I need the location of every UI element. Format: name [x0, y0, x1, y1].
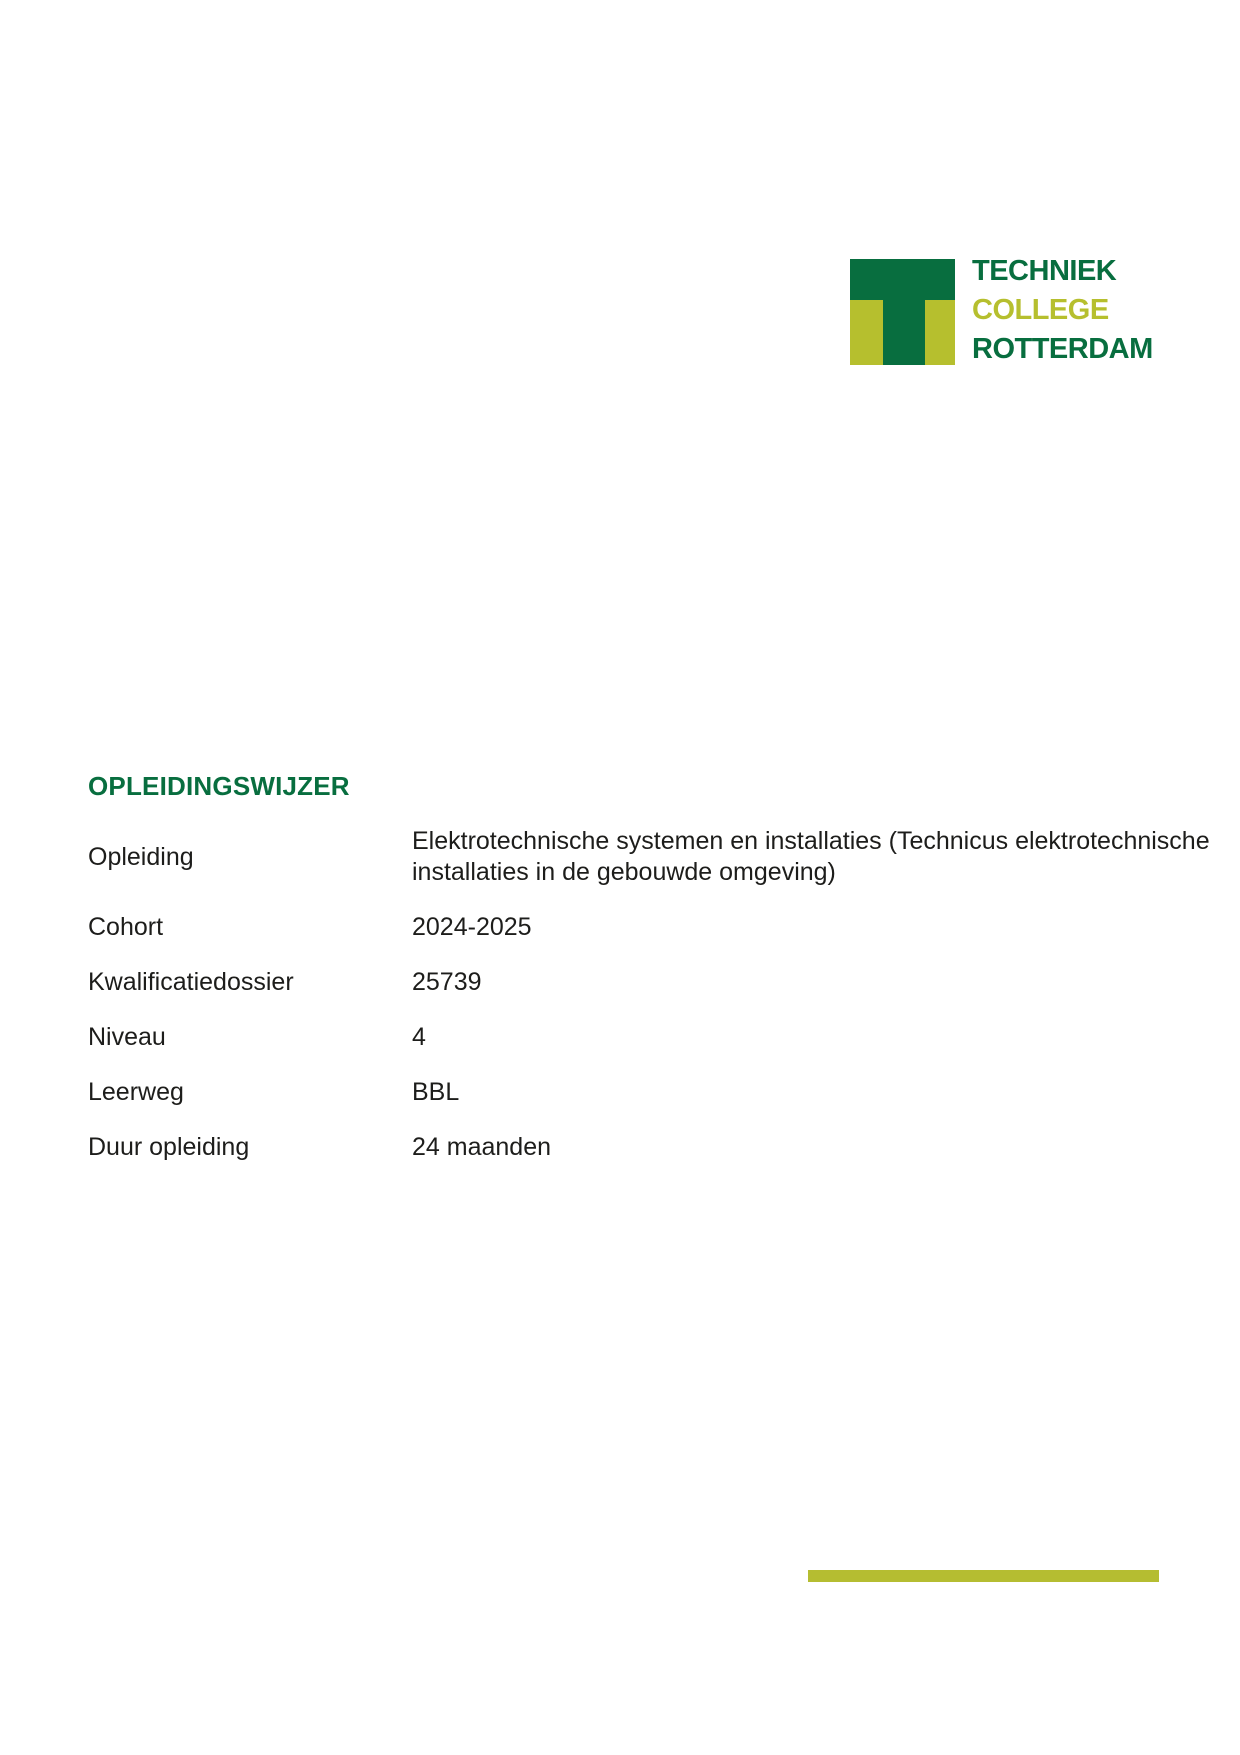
- logo-word-techniek: TECHNIEK: [972, 255, 1117, 287]
- logo-t-stem: [883, 300, 925, 365]
- detail-row-opleiding: [88, 826, 1238, 888]
- footer-accent-bar: [808, 1570, 1159, 1582]
- detail-label: Duur opleiding: [88, 1133, 250, 1161]
- detail-row-duur-opleiding: [88, 1132, 1238, 1163]
- detail-row-cohort: [88, 912, 1238, 943]
- detail-label: Leerweg: [88, 1078, 184, 1106]
- detail-row-kwalificatiedossier: [88, 967, 1238, 998]
- detail-row-leerweg: [88, 1077, 1238, 1108]
- page-title: OPLEIDINGSWIJZER: [88, 771, 350, 801]
- detail-label: Niveau: [88, 1023, 166, 1051]
- detail-row-niveau: [88, 1022, 1238, 1053]
- detail-value: 25739: [412, 968, 482, 996]
- logo-t-shoulder-right: [925, 300, 955, 365]
- logo-word-rotterdam: ROTTERDAM: [972, 333, 1153, 365]
- detail-value: 4: [412, 1023, 426, 1051]
- logo-t-mark-icon: [850, 259, 955, 365]
- detail-value: 2024-2025: [412, 913, 532, 941]
- logo-t-shoulder-left: [850, 300, 883, 365]
- logo-techniek-college-rotterdam: [850, 255, 1153, 365]
- detail-label: Kwalificatiedossier: [88, 968, 294, 996]
- logo-word-college: COLLEGE: [972, 294, 1109, 326]
- logo-t-top-bar: [850, 259, 955, 300]
- logo-wordmark: [972, 252, 1153, 369]
- detail-value: BBL: [412, 1078, 460, 1106]
- detail-label: Cohort: [88, 913, 164, 941]
- detail-value: Elektrotechnische systemen en installaties (Technicus elektrotechnische installaties in de gebouwde omgeving): [412, 827, 1210, 886]
- detail-value: 24 maanden: [412, 1133, 552, 1161]
- detail-label: Opleiding: [88, 842, 194, 871]
- details-table: [88, 826, 1238, 1187]
